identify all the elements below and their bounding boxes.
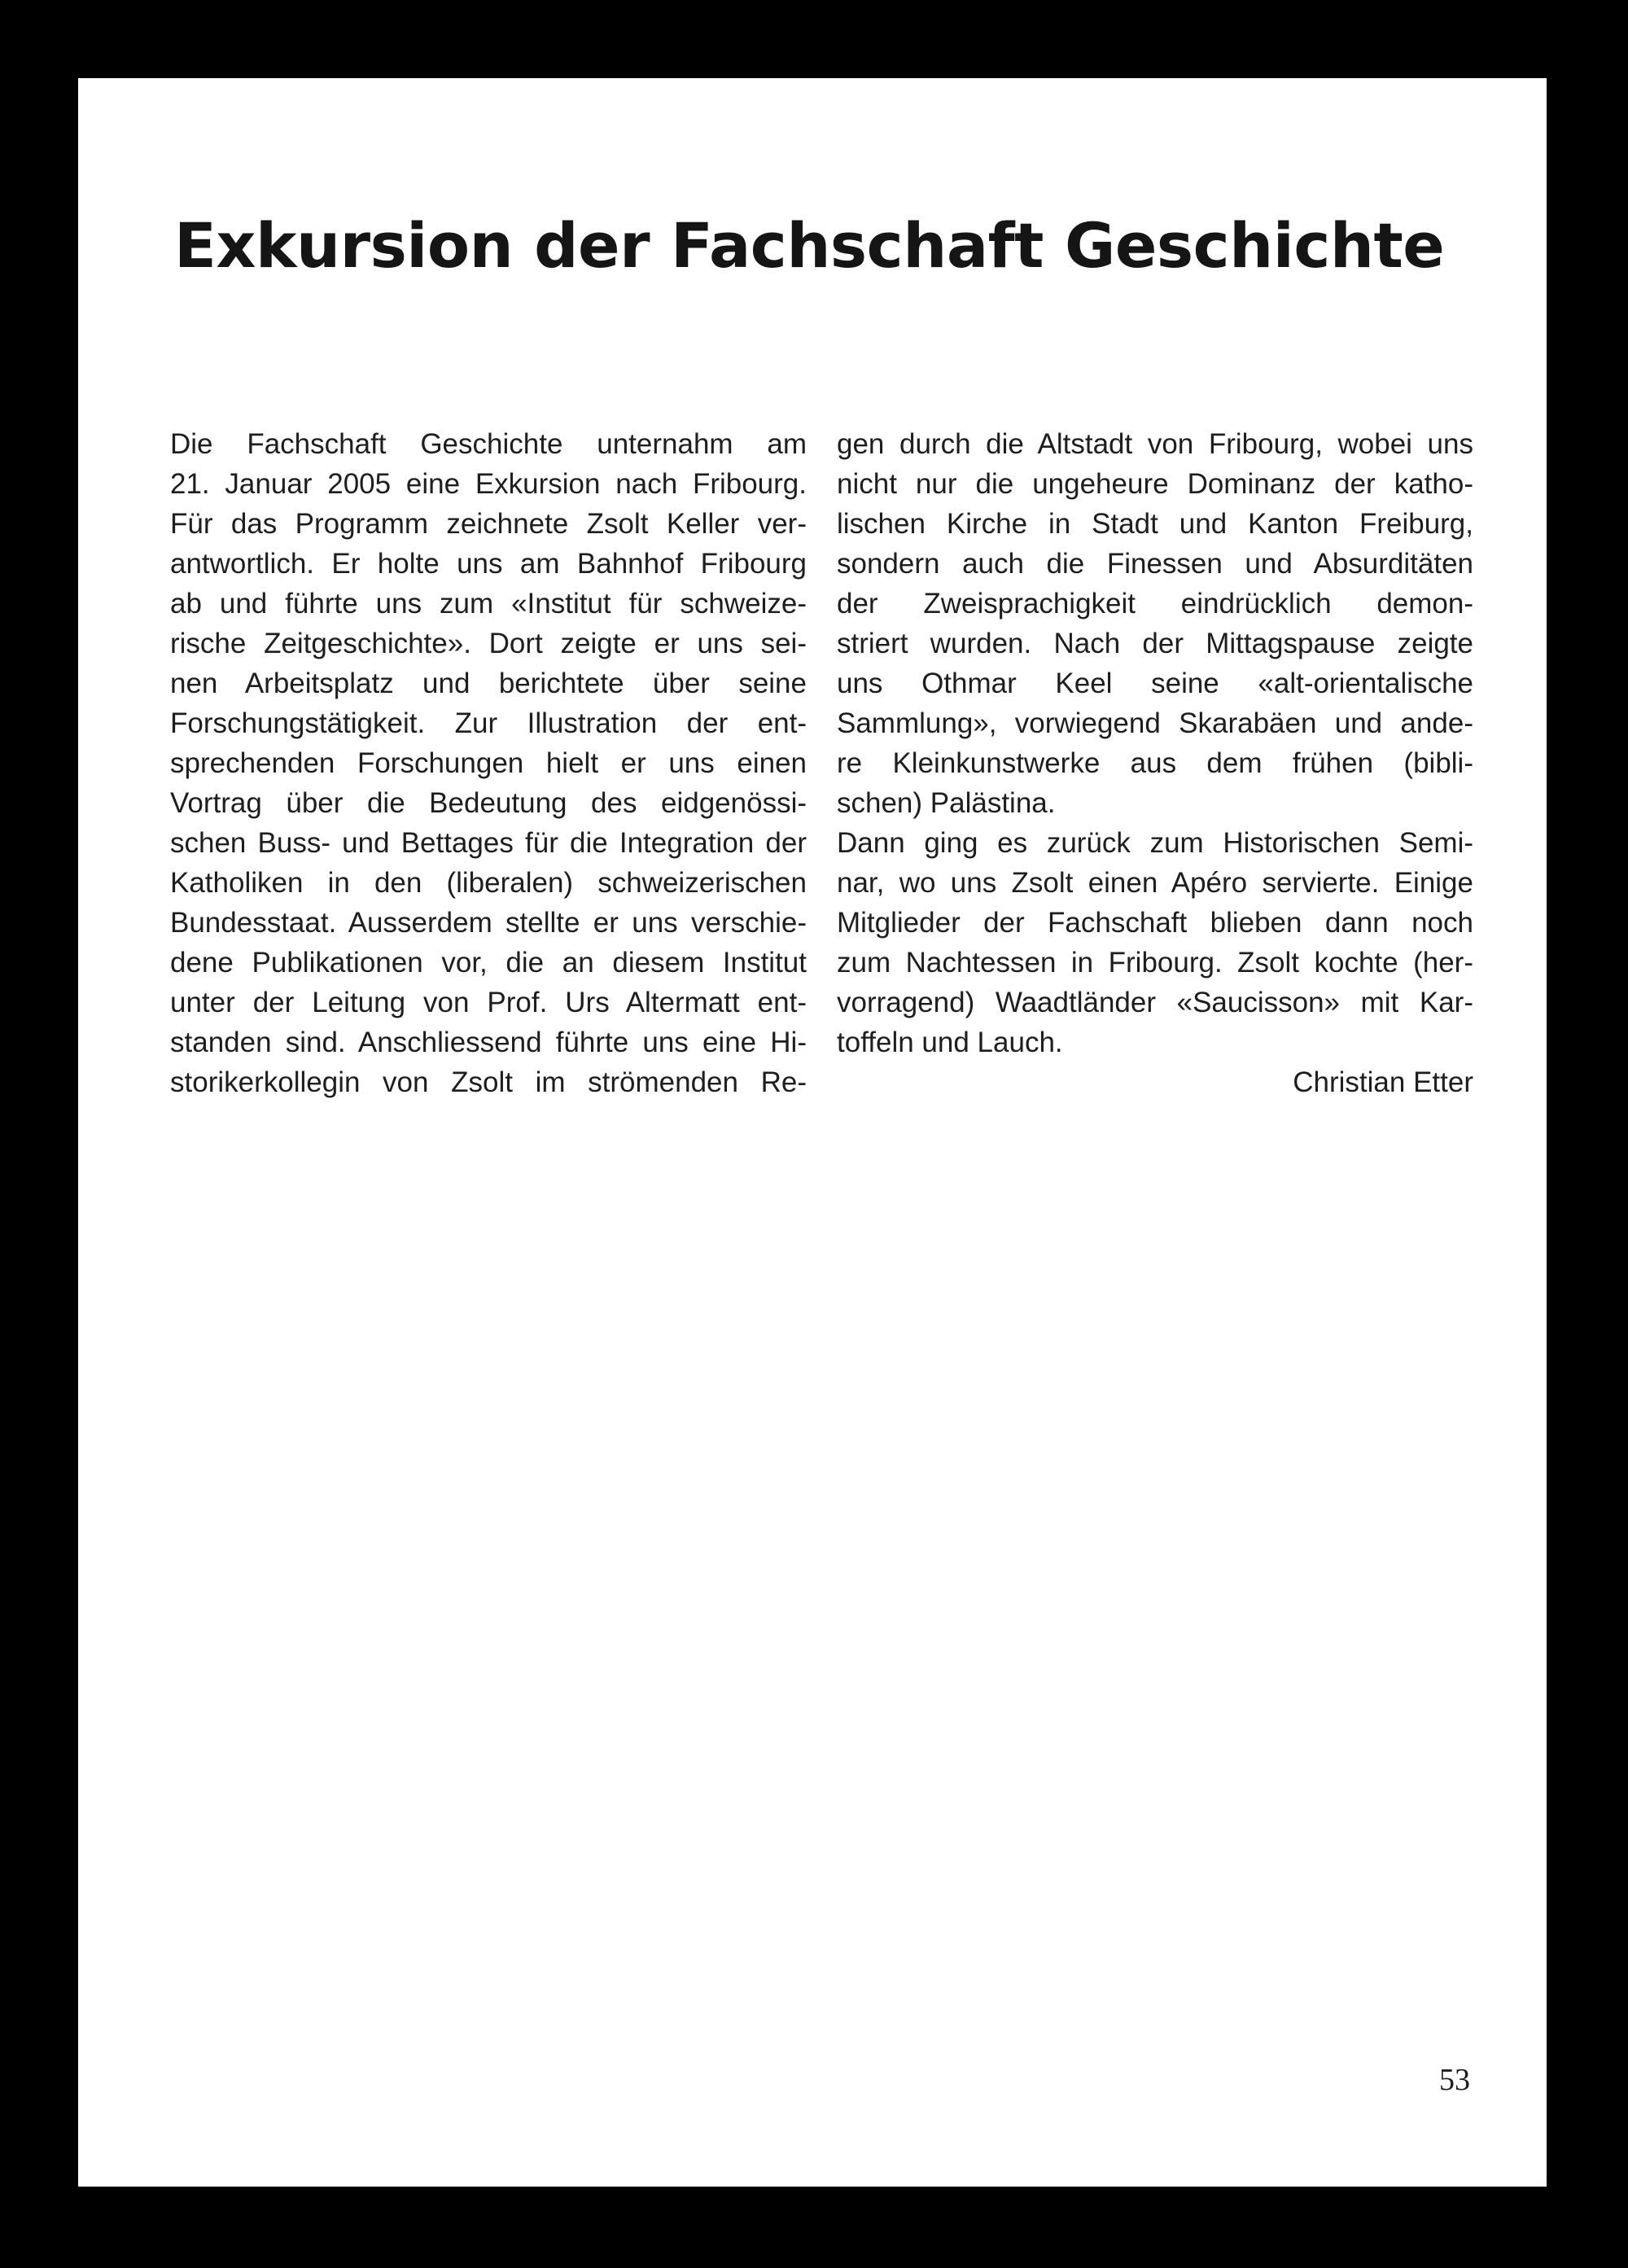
- text-line: Dann ging es zurück zum Historischen Semi-: [837, 827, 1473, 859]
- text-line: Katholiken in den (liberalen) schweizerischen: [170, 867, 807, 899]
- text-line: re Kleinkunstwerke aus dem frühen (bibli-: [837, 747, 1473, 779]
- text-line: Mitglieder der Fachschaft blieben dann noch: [837, 907, 1473, 939]
- text-line: toffeln und Lauch.: [837, 1027, 1063, 1058]
- text-line: schen Buss- und Bettages für die Integration der: [170, 827, 807, 859]
- text-line: lischen Kirche in Stadt und Kanton Freiburg,: [837, 508, 1473, 540]
- text-line: Forschungstätigkeit. Zur Illustration der ent-: [170, 707, 807, 739]
- text-column-left: [170, 424, 807, 1102]
- text-line: rische Zeitgeschichte». Dort zeigte er uns sei-: [170, 628, 807, 659]
- text-line: gen durch die Altstadt von Fribourg, wobei uns: [837, 428, 1473, 460]
- article-title: Exkursion der Fachschaft Geschichte: [174, 209, 1445, 282]
- text-line: storikerkollegin von Zsolt im strömenden Re-: [170, 1066, 807, 1098]
- text-column-right: [837, 424, 1473, 1102]
- text-line: striert wurden. Nach der Mittagspause zeigte: [837, 628, 1473, 659]
- text-line: dene Publikationen vor, die an diesem Institut: [170, 947, 807, 979]
- text-line: vorragend) Waadtländer «Saucisson» mit Kar-: [837, 987, 1473, 1018]
- text-line: sondern auch die Finessen und Absurditäten: [837, 548, 1473, 580]
- text-line: standen sind. Anschliessend führte uns eine Hi-: [170, 1027, 807, 1058]
- text-line: 21. Januar 2005 eine Exkursion nach Fribourg.: [170, 468, 807, 500]
- text-line: nicht nur die ungeheure Dominanz der katho-: [837, 468, 1473, 500]
- document-page: [78, 78, 1547, 2187]
- text-line: Vortrag über die Bedeutung des eidgenössi-: [170, 787, 807, 819]
- text-line: antwortlich. Er holte uns am Bahnhof Fribourg: [170, 548, 807, 580]
- text-line: sprechenden Forschungen hielt er uns einen: [170, 747, 807, 779]
- text-line: Die Fachschaft Geschichte unternahm am: [170, 428, 807, 460]
- text-line: nar, wo uns Zsolt einen Apéro servierte. Einige: [837, 867, 1473, 899]
- text-line: Bundesstaat. Ausserdem stellte er uns verschie-: [170, 907, 807, 939]
- text-line: unter der Leitung von Prof. Urs Altermatt ent-: [170, 987, 807, 1018]
- text-line: ab und führte uns zum «Institut für schweize-: [170, 588, 807, 620]
- page-number: 53: [1439, 2063, 1470, 2097]
- author-signature: Christian Etter: [1293, 1066, 1473, 1098]
- text-line: Für das Programm zeichnete Zsolt Keller ver-: [170, 508, 807, 540]
- text-line: der Zweisprachigkeit eindrücklich demon-: [837, 588, 1473, 620]
- text-line: zum Nachtessen in Fribourg. Zsolt kochte (her-: [837, 947, 1473, 979]
- text-line: schen) Palästina.: [837, 787, 1056, 819]
- text-line: uns Othmar Keel seine «alt-orientalische: [837, 668, 1473, 699]
- text-line: nen Arbeitsplatz und berichtete über seine: [170, 668, 807, 699]
- text-line: Sammlung», vorwiegend Skarabäen und ande-: [837, 707, 1473, 739]
